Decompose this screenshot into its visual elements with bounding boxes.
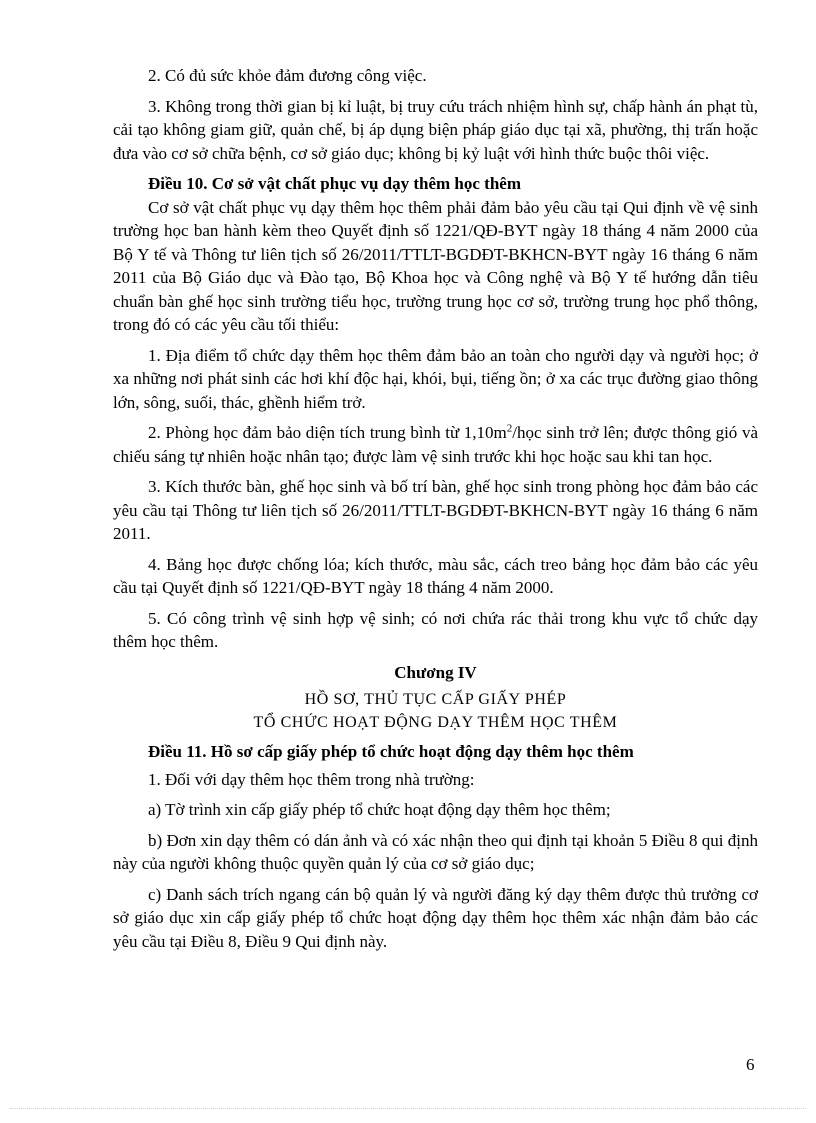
article-11-item-c: c) Danh sách trích ngang cán bộ quản lý và người đăng ký dạy thêm được thủ trưởng cơ sở giáo dục xin cấp giấy phép tổ chức hoạt động dạy thêm học thêm xác nhận đảm bảo các yêu cầu tại Điều 8, Điều 9 Qui định này. (113, 884, 758, 951)
article-10-item-5: 5. Có công trình vệ sinh hợp vệ sinh; có nơi chứa rác thải trong khu vực tổ chức dạy thêm học thêm. (113, 608, 758, 651)
article-10-item-1: 1. Địa điểm tổ chức dạy thêm học thêm đảm bảo an toàn cho người dạy và người học; ở xa những nơi phát sinh các hơi khí độc hại, khói, bụi, tiếng ồn; ở xa các trục đường giao thông lớn, sông, suối, thác, ghềnh hiểm trở. (113, 345, 758, 412)
paragraph-discipline: 3. Không trong thời gian bị kỉ luật, bị truy cứu trách nhiệm hình sự, chấp hành án phạt tù, cải tạo không giam giữ, quản chế, bị áp dụng biện pháp giáo dục tại xã, phường, thị trấn hoặc đưa vào cơ sở chữa bệnh, cơ sở giáo dục; không bị kỷ luật với hình thức buộc thôi việc. (113, 96, 758, 163)
article-11-item-a: a) Tờ trình xin cấp giấy phép tổ chức hoạt động dạy thêm học thêm; (148, 800, 611, 819)
article-10-intro: Cơ sở vật chất phục vụ dạy thêm học thêm phải đảm bảo yêu cầu tại Qui định về vệ sinh trường học ban hành kèm theo Quyết định số 1221/QĐ-BYT ngày 18 tháng 4 năm 2000 của Bộ Y tế và Thông tư liên tịch số 26/2011/TTLT-BGDĐT-BKHCN-BYT ngày 16 tháng 6 năm 2011 của Bộ Giáo dục và Đào tạo, Bộ Khoa học và Công nghệ và Bộ Y tế hướng dẫn tiêu chuẩn bàn ghế học sinh trường tiểu học, trường trung học cơ sở, trường trung học phổ thông, trong đó có các yêu cầu tối thiểu: (113, 197, 758, 334)
article-10-heading: Điều 10. Cơ sở vật chất phục vụ dạy thêm học thêm (148, 174, 522, 193)
article-10-item-2 (113, 421, 758, 468)
superscript-squared: 2 (506, 422, 513, 435)
article-11-heading: Điều 11. Hồ sơ cấp giấy phép tổ chức hoạt động dạy thêm học thêm (148, 742, 634, 761)
chapter-subtitle-line-2: TỔ CHỨC HOẠT ĐỘNG DẠY THÊM HỌC THÊM (253, 714, 618, 731)
document-page (113, 64, 758, 960)
article-11-item-1: 1. Đối với dạy thêm học thêm trong nhà trường: (148, 769, 475, 789)
article-11-item-b: b) Đơn xin dạy thêm có dán ảnh và có xác nhận theo qui định tại khoản 5 Điều 8 qui định này của người không thuộc quyền quản lý của cơ sở giáo dục; (113, 830, 758, 873)
article-10-item-4: 4. Bảng học được chống lóa; kích thước, màu sắc, cách treo bảng học đảm bảo các yêu cầu tại Quyết định số 1221/QĐ-BYT ngày 18 tháng 4 năm 2000. (113, 554, 758, 597)
chapter-subtitle-line-1: HỒ SƠ, THỦ TỤC CẤP GIẤY PHÉP (304, 691, 567, 708)
page-bottom-divider (10, 1108, 806, 1109)
chapter-title: Chương IV (394, 662, 477, 682)
page-number: 6 (746, 1055, 755, 1074)
item-2-text-end: /học sinh trở lên; được thông gió và chiếu sáng tự nhiên hoặc nhân tạo; được làm vệ sinh trước khi học hoặc sau khi tan học. (113, 423, 758, 466)
paragraph-health: 2. Có đủ sức khỏe đảm đương công việc. (148, 66, 427, 85)
article-10-item-3: 3. Kích thước bàn, ghế học sinh và bố trí bàn, ghế học sinh trong phòng học đảm bảo các yêu cầu tại Thông tư liên tịch số 26/2011/TTLT-BGDĐT-BKHCN-BYT ngày 16 tháng 6 năm 2011. (113, 477, 758, 543)
item-2-text-start: 2. Phòng học đảm bảo diện tích trung bình từ 1,10m (148, 423, 507, 442)
